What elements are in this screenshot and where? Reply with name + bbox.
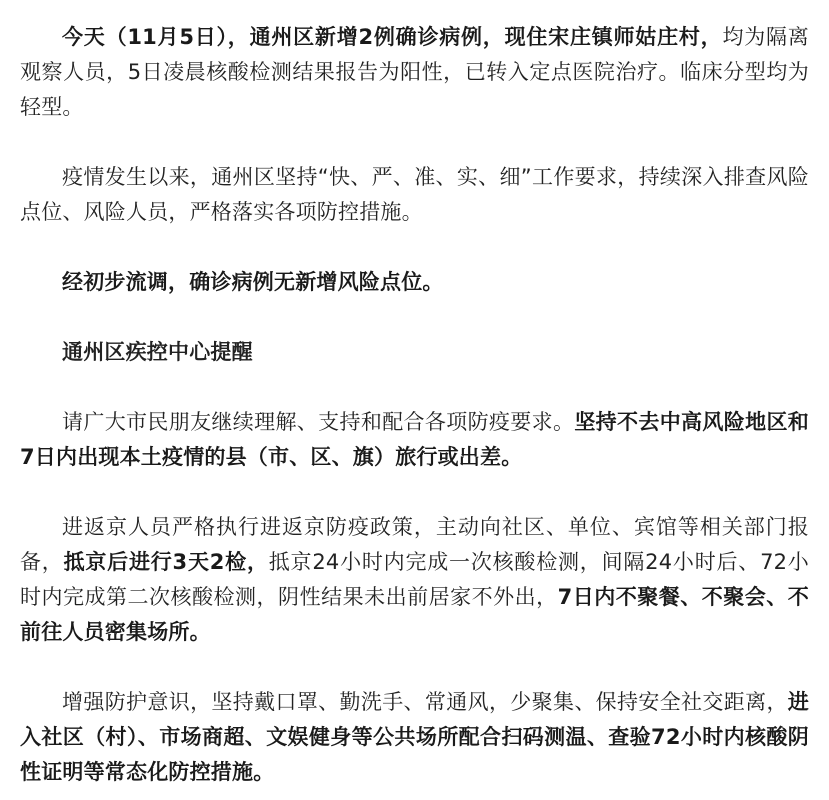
beijing-entry-normal-1: 进返京人员严格执行进返京防疫政策，主动向社区、单位、宾馆等相关部门报备， <box>20 515 809 574</box>
prevention-work-text: 疫情发生以来，通州区坚持“快、严、准、实、细”工作要求，持续深入排查风险点位、风险人员，严格落实各项防控措施。 <box>20 165 809 224</box>
paragraph-epidemiology <box>20 265 809 300</box>
cdc-reminder-heading <box>20 335 809 370</box>
paragraph-travel-advice <box>20 405 809 475</box>
paragraph-beijing-entry <box>20 510 809 650</box>
paragraph-prevention-work <box>20 160 809 230</box>
travel-advice-bold: 坚持不去中高风险地区和7日内出现本土疫情的县（市、区、旗）旅行或出差。 <box>20 410 809 469</box>
paragraph-new-cases <box>20 20 809 125</box>
new-cases-lead: 今天（11月5日），通州区新增2例确诊病例，现住宋庄镇师姑庄村， <box>62 25 723 49</box>
cdc-reminder-heading-text: 通州区疾控中心提醒 <box>62 340 253 364</box>
epidemiology-text: 经初步流调，确诊病例无新增风险点位。 <box>62 270 444 294</box>
paragraph-protection <box>20 685 809 790</box>
beijing-entry-bold-2: 7日内不聚餐、不聚会、不前往人员密集场所。 <box>20 585 810 644</box>
protection-bold: 进入社区（村）、市场商超、文娱健身等公共场所配合扫码测温、查验72小时内核酸阴性证明等常态化防控措施。 <box>20 690 809 784</box>
beijing-entry-bold-1: 抵京后进行3天2检， <box>63 550 269 574</box>
new-cases-detail: 均为隔离观察人员，5日凌晨核酸检测结果报告为阳性，已转入定点医院治疗。临床分型均为轻型。 <box>20 25 809 119</box>
travel-advice-normal: 请广大市民朋友继续理解、支持和配合各项防疫要求。 <box>62 410 575 434</box>
protection-normal: 增强防护意识，坚持戴口罩、勤洗手、常通风，少聚集、保持安全社交距离， <box>62 690 788 714</box>
beijing-entry-normal-2: 抵京24小时内完成一次核酸检测，间隔24小时后、72小时内完成第二次核酸检测，阴性结果未出前居家不外出， <box>20 550 809 609</box>
